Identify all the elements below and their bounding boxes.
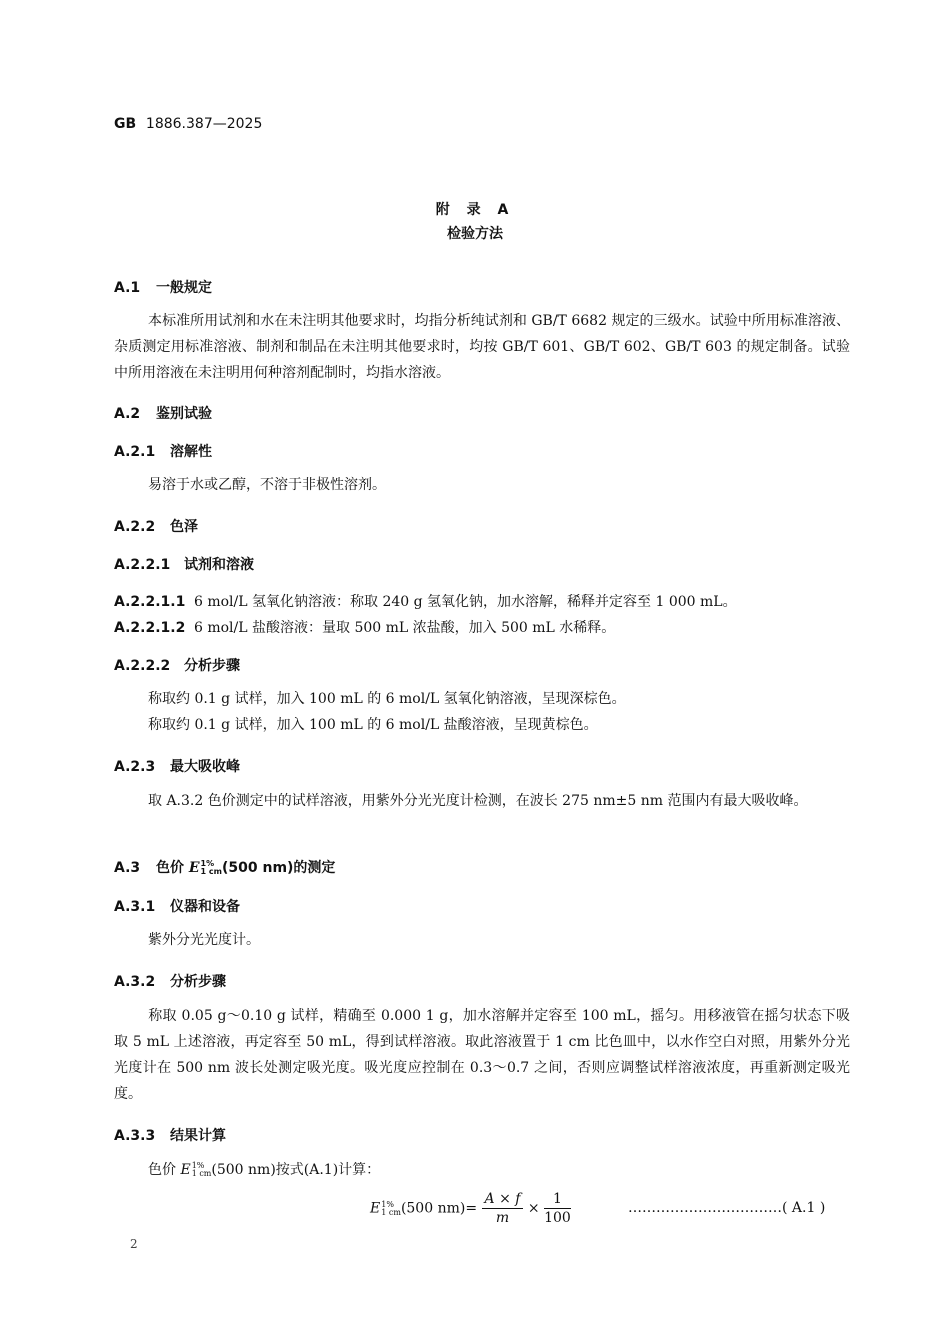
section-a33-heading xyxy=(114,1125,226,1145)
section-number: A.2.2.1.2 xyxy=(114,620,186,636)
symbol-subscript: 1 cm xyxy=(191,1169,212,1178)
section-number: A.2.2.1 xyxy=(114,557,171,573)
section-number: A.2.2 xyxy=(114,519,156,535)
section-a32-heading xyxy=(114,971,226,991)
section-a21-heading xyxy=(114,441,212,461)
section-number: A.3.2 xyxy=(114,974,156,990)
paragraph-text: 称取 0.05 g～0.10 g 试样，精确至 0.000 1 g，加水溶解并定容至 100 mL，摇匀。用移液管在摇匀状态下吸取 5 mL 上述溶液，再定容至 50 mL，得到试样溶液。取此溶液置于 1 cm 比色皿中，以水作空白对照，用紫外分光光度计在 500 nm 波长处测定吸光度。吸光度应控制在 0.3～0.7 之间，否则应调整试样溶液浓度，再重新测定吸光度。 xyxy=(114,1008,850,1102)
section-a31-paragraph xyxy=(114,927,850,953)
fraction-main xyxy=(482,1190,524,1227)
paragraph-text: 称取约 0.1 g 试样，加入 100 mL 的 6 mol/L 盐酸溶液，呈现黄棕色。 xyxy=(148,717,598,733)
section-title-post: (500 nm)的测定 xyxy=(221,860,336,876)
fraction-denominator: 100 xyxy=(544,1210,571,1226)
appendix-title: 附 录 A xyxy=(435,202,515,218)
section-a31-heading xyxy=(114,896,240,916)
intro-post: (500 nm)按式(A.1)计算： xyxy=(211,1162,381,1178)
section-title: 鉴别试验 xyxy=(156,406,212,422)
section-number: A.2.3 xyxy=(114,759,156,775)
section-title: 分析步骤 xyxy=(170,974,226,990)
formula-number: ( A.1 ) xyxy=(782,1200,826,1216)
fraction-numerator: 1 xyxy=(544,1190,571,1209)
paragraph-text: 易溶于水或乙醇，不溶于非极性溶剂。 xyxy=(148,477,386,493)
formula-superscript: 1% xyxy=(381,1199,394,1209)
standard-code xyxy=(114,116,262,132)
section-title: 仪器和设备 xyxy=(170,899,240,915)
section-title: 溶解性 xyxy=(170,444,212,460)
section-number: A.2.2.2 xyxy=(114,658,171,674)
section-a22-heading xyxy=(114,516,198,536)
section-title: 结果计算 xyxy=(170,1128,226,1144)
section-number: A.2.2.1.1 xyxy=(114,594,186,610)
paragraph-text: 取 A.3.2 色价测定中的试样溶液，用紫外分光光度计检测，在波长 275 nm±5 nm 范围内有最大吸收峰。 xyxy=(148,793,808,809)
paragraph-text: 称取约 0.1 g 试样，加入 100 mL 的 6 mol/L 氢氧化钠溶液，呈现深棕色。 xyxy=(148,691,626,707)
section-a2212-item xyxy=(114,617,615,637)
symbol-superscript: 1% xyxy=(191,1161,205,1170)
formula-dots: …………………………… xyxy=(628,1200,782,1216)
formula-label xyxy=(628,1200,825,1216)
appendix-subtitle: 检验方法 xyxy=(447,226,503,242)
paragraph-text: 紫外分光光度计。 xyxy=(148,932,260,948)
section-a221-heading xyxy=(114,554,254,574)
color-value-symbol: E xyxy=(188,860,200,876)
formula-lhs-post: (500 nm)= xyxy=(400,1200,478,1217)
color-value-symbol: E xyxy=(180,1162,191,1178)
section-title: 分析步骤 xyxy=(184,658,240,674)
fraction-denominator: m xyxy=(495,1210,510,1226)
fraction-constant xyxy=(544,1190,571,1227)
section-a1-paragraph xyxy=(114,308,850,386)
section-number: A.2 xyxy=(114,406,141,422)
section-a32-paragraph xyxy=(114,1003,850,1107)
section-a21-paragraph xyxy=(114,472,850,498)
times-sign: × xyxy=(527,1200,540,1217)
section-number: A.3.1 xyxy=(114,899,156,915)
section-number: A.1 xyxy=(114,280,141,296)
symbol-superscript: 1% xyxy=(200,859,215,868)
section-a222-heading xyxy=(114,655,240,675)
standard-number: 1886.387—2025 xyxy=(145,116,263,132)
section-a222-line2 xyxy=(114,712,850,738)
intro-pre: 色价 xyxy=(148,1162,181,1178)
section-a23-heading xyxy=(114,756,240,776)
item-text: 6 mol/L 盐酸溶液：量取 500 mL 浓盐酸，加入 500 mL 水稀释。 xyxy=(194,620,616,636)
section-a1-heading xyxy=(114,277,212,297)
section-number: A.3.3 xyxy=(114,1128,156,1144)
section-title: 一般规定 xyxy=(156,280,212,296)
item-text: 6 mol/L 氢氧化钠溶液：称取 240 g 氢氧化钠，加水溶解，稀释并定容至 1 000 mL。 xyxy=(194,594,737,610)
fraction-numerator: A × f xyxy=(482,1190,524,1209)
standard-prefix: GB xyxy=(114,116,137,132)
section-a3-heading xyxy=(114,857,335,877)
section-title: 最大吸收峰 xyxy=(170,759,240,775)
paragraph-text: 本标准所用试剂和水在未注明其他要求时，均指分析纯试剂和 GB/T 6682 规定的三级水。试验中所用标准溶液、杂质测定用标准溶液、制剂和制品在未注明其他要求时，均按 GB/T 601、GB/T 602、GB/T 603 的规定制备。试验中所用溶液在未注明用何种溶剂配制时，均指水溶液。 xyxy=(114,313,850,381)
section-a222-line1 xyxy=(114,686,850,712)
section-a2-heading xyxy=(114,403,212,423)
section-number: A.3 xyxy=(114,860,141,876)
section-a2211-item xyxy=(114,591,737,611)
symbol-subscript: 1 cm xyxy=(200,867,222,876)
page-number: 2 xyxy=(130,1237,138,1251)
section-number: A.2.1 xyxy=(114,444,156,460)
formula-subscript: 1 cm xyxy=(381,1207,401,1217)
section-title: 试剂和溶液 xyxy=(184,557,254,573)
section-a33-intro xyxy=(114,1157,850,1183)
formula-lhs-symbol: E xyxy=(370,1200,381,1217)
section-title-pre: 色价 xyxy=(156,860,189,876)
section-title: 色泽 xyxy=(170,519,198,535)
section-a23-paragraph xyxy=(114,788,850,814)
formula-a1 xyxy=(370,1190,571,1227)
